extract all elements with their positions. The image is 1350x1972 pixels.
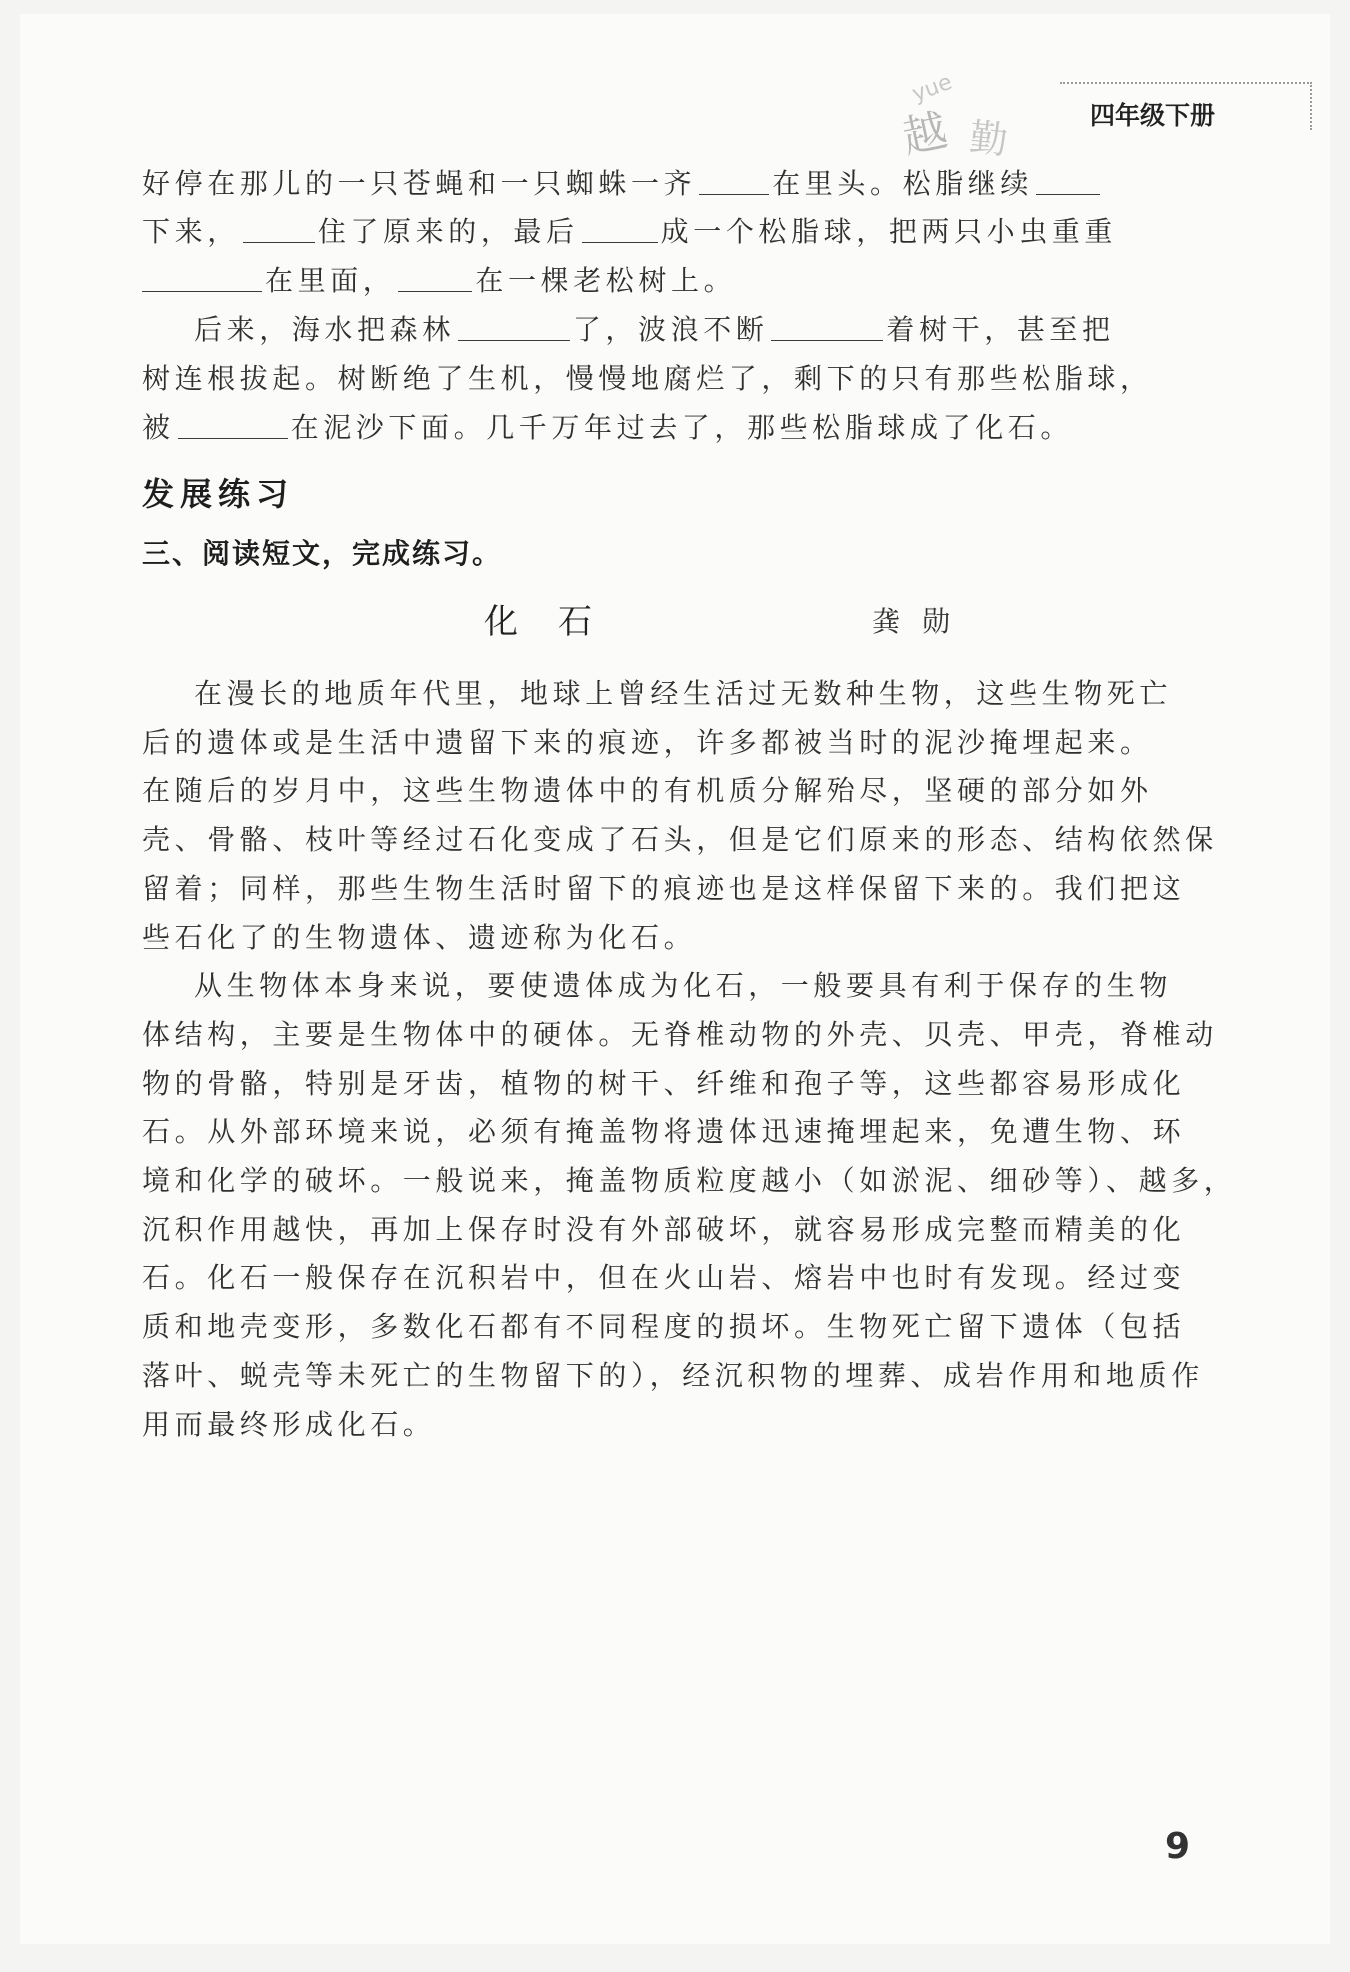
stamp-pinyin: yue xyxy=(908,69,956,108)
article-line: 质和地壳变形，多数化石都有不同程度的损坏。生物死亡留下遗体（包括 xyxy=(142,1310,1186,1344)
answer-blank[interactable] xyxy=(699,170,769,195)
passage-line: 下来， 住了原来的，最后 成一个松脂球，把两只小虫重重 xyxy=(142,215,1118,248)
article-line: 石。化石一般保存在沉积岩中，但在火山岩、熔岩中也时有发现。经过变 xyxy=(142,1261,1186,1295)
page-number: 9 xyxy=(1164,1826,1190,1867)
workbook-page xyxy=(20,14,1330,1944)
article-line: 境和化学的破坏。一般说来，掩盖物质粒度越小（如淤泥、细砂等）、越多， xyxy=(142,1164,1237,1197)
passage-line: 好停在那儿的一只苍蝇和一只蜘蛛一齐 在里头。松脂继续 xyxy=(142,162,1103,202)
brand-stamp xyxy=(842,54,1032,164)
grade-label: 四年级下册 xyxy=(1090,101,1216,130)
stamp-char: 勤 xyxy=(967,115,1010,163)
passage-line: 后来，海水把森林 了，波浪不断 着树干，甚至把 xyxy=(194,313,1115,346)
article-line: 在漫长的地质年代里，地球上曾经生活过无数种生物，这些生物死亡 xyxy=(194,677,1173,710)
article-line: 沉积作用越快，再加上保存时没有外部破坏，就容易形成完整而精美的化 xyxy=(142,1212,1186,1246)
article-author: 龚勋 xyxy=(872,605,973,638)
passage-line: 树连根拔起。树断绝了生机，慢慢地腐烂了，剩下的只有那些松脂球， xyxy=(142,362,1153,395)
answer-blank[interactable] xyxy=(458,316,570,341)
article-title: 化石 xyxy=(484,602,632,642)
article-line: 石。从外部环境来说，必须有掩盖物将遗体迅速掩埋起来，免遭生物、环 xyxy=(142,1115,1186,1149)
answer-blank[interactable] xyxy=(243,218,315,243)
article-line: 在随后的岁月中，这些生物遗体中的有机质分解殆尽，坚硬的部分如外 xyxy=(142,774,1153,808)
article-line: 壳、骨骼、枝叶等经过石化变成了石头，但是它们原来的形态、结构依然保 xyxy=(142,823,1218,857)
answer-blank[interactable] xyxy=(771,316,883,341)
answer-blank[interactable] xyxy=(178,414,288,439)
exercise-heading: 三、阅读短文，完成练习。 xyxy=(142,537,503,570)
answer-blank[interactable] xyxy=(1036,170,1100,195)
passage-line: 被 在泥沙下面。几千万年过去了，那些松脂球成了化石。 xyxy=(142,411,1074,444)
stamp-char: 越 xyxy=(898,104,952,164)
article-line: 些石化了的生物遗体、遗迹称为化石。 xyxy=(142,920,697,954)
answer-blank[interactable] xyxy=(398,267,472,292)
section-title: 发展练习 xyxy=(142,475,295,513)
article-line: 从生物体本身来说，要使遗体成为化石，一般要具有利于保存的生物 xyxy=(194,969,1173,1003)
answer-blank[interactable] xyxy=(142,267,262,292)
passage-line: 在里面， 在一棵老松树上。 xyxy=(142,259,736,299)
grade-box xyxy=(1060,82,1312,130)
page-header xyxy=(842,54,1312,164)
article-line: 留着；同样，那些生物生活时留下的痕迹也是这样保留下来的。我们把这 xyxy=(142,871,1186,905)
article-line: 物的骨骼，特别是牙齿，植物的树干、纤维和孢子等，这些都容易形成化 xyxy=(142,1066,1186,1100)
answer-blank[interactable] xyxy=(582,218,658,243)
article-line: 用而最终形成化石。 xyxy=(142,1407,436,1441)
article-line: 后的遗体或是生活中遗留下来的痕迹，许多都被当时的泥沙掩埋起来。 xyxy=(142,725,1153,759)
article-line: 落叶、蜕壳等未死亡的生物留下的），经沉积物的埋葬、成岩作用和地质作 xyxy=(142,1358,1204,1392)
article-line: 体结构，主要是生物体中的硬体。无脊椎动物的外壳、贝壳、甲壳，脊椎动 xyxy=(142,1017,1218,1051)
